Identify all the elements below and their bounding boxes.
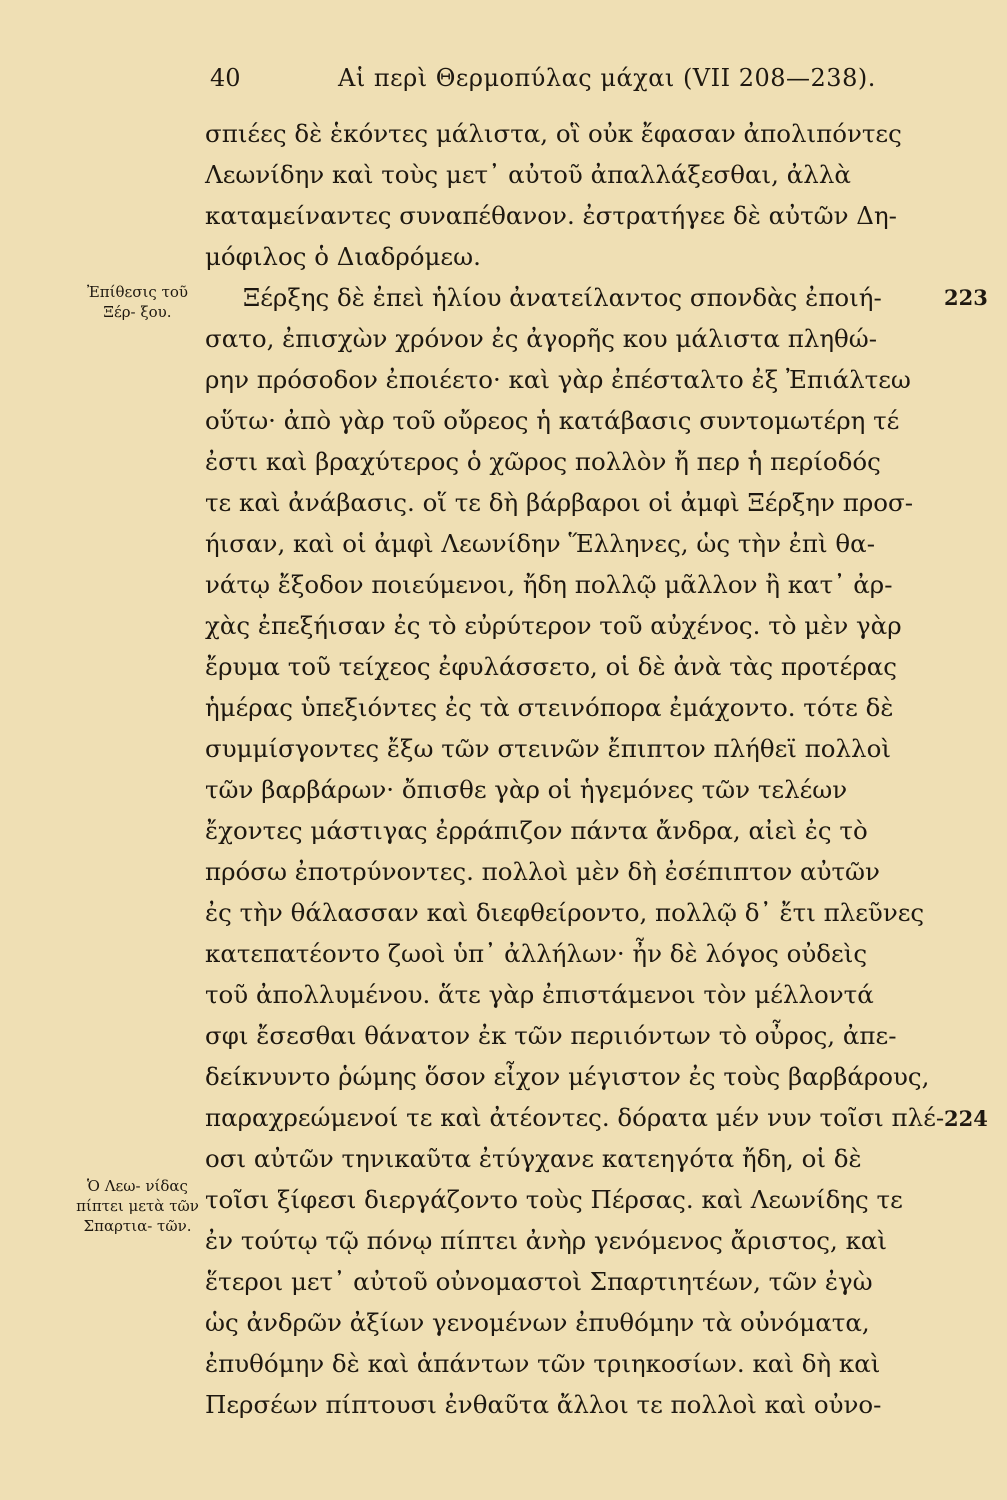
text-line: ἕτεροι μετ᾽ αὐτοῦ οὐνομαστοὶ Σπαρτιητέων, τῶν ἐγὼ: [205, 1267, 873, 1296]
text-line: ἔχοντες μάστιγας ἐρράπιζον πάντα ἄνδρα, αἰεὶ ἐς τὸ: [205, 816, 868, 845]
text-line: ἔρυμα τοῦ τείχεος ἐφυλάσσετο, οἱ δὲ ἀνὰ τὰς προτέρας: [205, 652, 898, 681]
text-line: καταμείναντες συναπέθανον. ἐστρατήγεε δὲ αὐτῶν Δη-: [205, 201, 897, 230]
text-line: τοῖσι ξίφεσι διεργάζοντο τοὺς Πέρσας. καὶ Λεωνίδης τε: [205, 1185, 903, 1214]
text-line: τε καὶ ἀνάβασις. οἵ τε δὴ βάρβαροι οἱ ἀμφὶ Ξέρξην προσ-: [205, 488, 913, 517]
text-line: κατεπατέοντο ζωοὶ ὑπ᾽ ἀλλήλων· ἦν δὲ λόγος οὐδεὶς: [205, 939, 868, 968]
text-line: τοῦ ἀπολλυμένου. ἅτε γὰρ ἐπιστάμενοι τὸν μέλλοντά: [205, 980, 874, 1009]
text-line: συμμίσγοντες ἔξω τῶν στεινῶν ἔπιπτον πλήθεϊ πολλοὶ: [205, 734, 891, 763]
text-line: μόφιλος ὁ Διαδρόμεω.: [205, 242, 481, 271]
text-line: σπιέες δὲ ἑκόντες μάλιστα, οἳ οὐκ ἔφασαν ἀπολιπόντες: [205, 119, 902, 148]
text-line: σφι ἔσεσθαι θάνατον ἐκ τῶν περιιόντων τὸ οὖρος, ἀπε-: [205, 1021, 897, 1050]
section-number-223: 223: [944, 285, 988, 310]
text-line: σατο, ἐπισχὼν χρόνον ἐς ἀγορῆς κου μάλιστα πληθώ-: [205, 324, 878, 353]
text-line: Περσέων πίπτουσι ἐνθαῦτα ἄλλοι τε πολλοὶ καὶ οὐνο-: [205, 1390, 882, 1419]
text-line: τῶν βαρβάρων· ὄπισθε γὰρ οἱ ἡγεμόνες τῶν τελέων: [205, 775, 848, 804]
text-line: ἡμέρας ὑπεξιόντες ἐς τὰ στεινόπορα ἐμάχοντο. τότε δὲ: [205, 693, 894, 722]
text-line: ρην πρόσοδον ἐποιέετο· καὶ γὰρ ἐπέσταλτο ἐξ Ἐπιάλτεω: [205, 365, 911, 394]
margin-note-xerxes-attack: Ἐπίθεσις τοῦ Ξέρ- ξου.: [86, 283, 189, 321]
margin-note-leonidas-falls: Ὁ Λεω- νίδας πίπτει μετὰ τῶν Σπαρτια- τῶν.: [76, 1177, 199, 1235]
text-line: χὰς ἐπεξήισαν ἐς τὸ εὐρύτερον τοῦ αὐχένος. τὸ μὲν γὰρ: [205, 611, 902, 640]
text-line: παραχρεώμενοί τε καὶ ἀτέοντες. δόρατα μέν νυν τοῖσι πλέ-: [205, 1103, 945, 1132]
text-line: Ξέρξης δὲ ἐπεὶ ἡλίου ἀνατείλαντος σπονδὰς ἐποιή-: [243, 283, 882, 312]
page-number: 40: [210, 64, 241, 92]
text-line: ὡς ἀνδρῶν ἀξίων γενομένων ἐπυθόμην τὰ οὐνόματα,: [205, 1308, 870, 1337]
text-line: οσι αὐτῶν τηνικαῦτα ἐτύγχανε κατεηγότα ἤδη, οἱ δὲ: [205, 1144, 862, 1173]
text-line: Λεωνίδην καὶ τοὺς μετ᾽ αὐτοῦ ἀπαλλάξεσθαι, ἀλλὰ: [205, 160, 851, 189]
text-line: ἐπυθόμην δὲ καὶ ἁπάντων τῶν τριηκοσίων. καὶ δὴ καὶ: [205, 1349, 881, 1378]
text-line: πρόσω ἐποτρύνοντες. πολλοὶ μὲν δὴ ἐσέπιπτον αὐτῶν: [205, 857, 880, 886]
text-line: ἐστι καὶ βραχύτερος ὁ χῶρος πολλὸν ἤ περ ἡ περίοδός: [205, 447, 881, 476]
running-header: [210, 58, 876, 98]
text-line: ήισαν, καὶ οἱ ἀμφὶ Λεωνίδην Ἕλληνες, ὡς τὴν ἐπὶ θα-: [205, 529, 875, 558]
running-title: Αἱ περὶ Θερμοπύλας μάχαι (VII 208—238).: [338, 64, 876, 92]
text-line: δείκνυντο ῥώμης ὅσον εἶχον μέγιστον ἐς τοὺς βαρβάρους,: [205, 1062, 930, 1091]
section-number-224: 224: [944, 1106, 988, 1131]
text-line: οὕτω· ἀπὸ γὰρ τοῦ οὔρεος ἡ κατάβασις συντομωτέρη τέ: [205, 406, 900, 435]
text-line: νάτῳ ἔξοδον ποιεύμενοι, ἤδη πολλῷ μᾶλλον ἢ κατ᾽ ἀρ-: [205, 570, 893, 599]
text-line: ἐν τούτῳ τῷ πόνῳ πίπτει ἀνὴρ γενόμενος ἄριστος, καὶ: [205, 1226, 888, 1255]
text-line: ἐς τὴν θάλασσαν καὶ διεφθείροντο, πολλῷ δ᾽ ἔτι πλεῦνες: [205, 898, 925, 927]
